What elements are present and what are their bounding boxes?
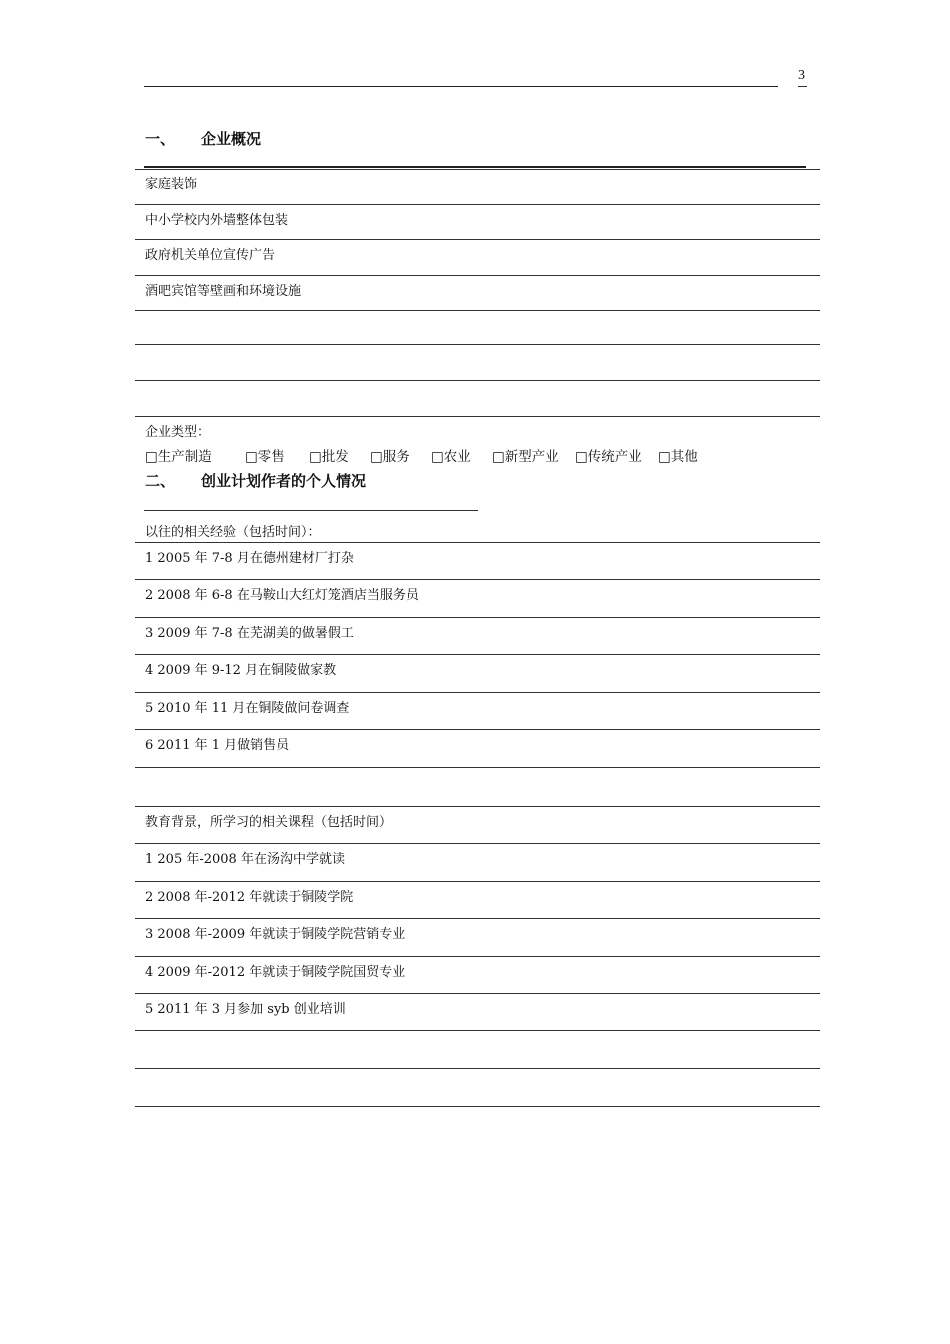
education-item-1: 1 205 年-2008 年在汤沟中学就读: [145, 852, 345, 867]
table-rule: [135, 729, 820, 730]
education-item-3: 3 2008 年-2009 年就读于铜陵学院营销专业: [145, 927, 406, 942]
page-number: 3: [798, 68, 805, 83]
section1-row-3: 政府机关单位宣传广告: [145, 248, 276, 263]
table-rule: [135, 239, 820, 240]
table-rule: [135, 169, 820, 170]
section1-number: 一、: [145, 130, 176, 148]
section1-row-1: 家庭装饰: [145, 177, 198, 192]
option-service[interactable]: □服务: [370, 449, 410, 465]
page-number-underline: [798, 86, 807, 87]
table-rule: [135, 1030, 820, 1031]
table-rule: [135, 692, 820, 693]
section2-title-rule: [144, 510, 478, 511]
option-traditional-industry[interactable]: □传统产业: [575, 449, 642, 465]
table-rule: [135, 767, 820, 768]
option-retail[interactable]: □零售: [245, 449, 285, 465]
table-rule: [135, 579, 820, 580]
table-rule: [135, 881, 820, 882]
experience-item-2: 2 2008 年 6-8 在马鞍山大红灯笼酒店当服务员: [145, 588, 419, 603]
table-rule: [135, 380, 820, 381]
section2-number: 二、: [145, 472, 176, 490]
experience-item-4: 4 2009 年 9-12 月在铜陵做家教: [145, 663, 337, 678]
option-agriculture[interactable]: □农业: [431, 449, 471, 465]
table-rule: [135, 993, 820, 994]
table-rule: [135, 843, 820, 844]
experience-item-5: 5 2010 年 11 月在铜陵做问卷调查: [145, 701, 350, 716]
experience-item-3: 3 2009 年 7-8 在芜湖美的做暑假工: [145, 626, 354, 641]
education-label: 教育背景，所学习的相关课程（包括时间）: [145, 815, 393, 830]
table-rule: [135, 542, 820, 543]
option-new-industry[interactable]: □新型产业: [492, 449, 559, 465]
section1-title: [145, 128, 261, 149]
option-wholesale[interactable]: □批发: [309, 449, 349, 465]
enterprise-type-label: 企业类型：: [145, 425, 211, 440]
table-rule: [135, 310, 820, 311]
experience-item-6: 6 2011 年 1 月做销售员: [145, 738, 290, 753]
section1-row-2: 中小学校内外墙整体包装: [145, 213, 289, 228]
header-rule: [144, 86, 778, 87]
table-rule: [135, 654, 820, 655]
table-rule: [135, 344, 820, 345]
table-rule: [135, 416, 820, 417]
table-rule: [135, 1068, 820, 1069]
education-item-4: 4 2009 年-2012 年就读于铜陵学院国贸专业: [145, 965, 406, 980]
table-rule: [135, 204, 820, 205]
option-manufacturing[interactable]: □生产制造: [145, 449, 212, 465]
experience-item-1: 1 2005 年 7-8 月在德州建材厂打杂: [145, 551, 354, 566]
section1-title-rule: [144, 166, 806, 168]
section2-title-text: 创业计划作者的个人情况: [201, 472, 367, 490]
table-rule: [135, 806, 820, 807]
table-rule: [135, 275, 820, 276]
table-rule: [135, 1106, 820, 1107]
experience-label: 以往的相关经验（包括时间）：: [145, 525, 321, 540]
table-rule: [135, 617, 820, 618]
enterprise-type-options: [145, 445, 698, 465]
section1-row-4: 酒吧宾馆等壁画和环境设施: [145, 284, 302, 299]
section1-title-text: 企业概况: [201, 130, 262, 148]
table-rule: [135, 918, 820, 919]
section2-title: [145, 470, 366, 491]
education-item-5: 5 2011 年 3 月参加 syb 创业培训: [145, 1002, 346, 1017]
table-rule: [135, 956, 820, 957]
option-other[interactable]: □其他: [658, 449, 698, 465]
education-item-2: 2 2008 年-2012 年就读于铜陵学院: [145, 890, 354, 905]
